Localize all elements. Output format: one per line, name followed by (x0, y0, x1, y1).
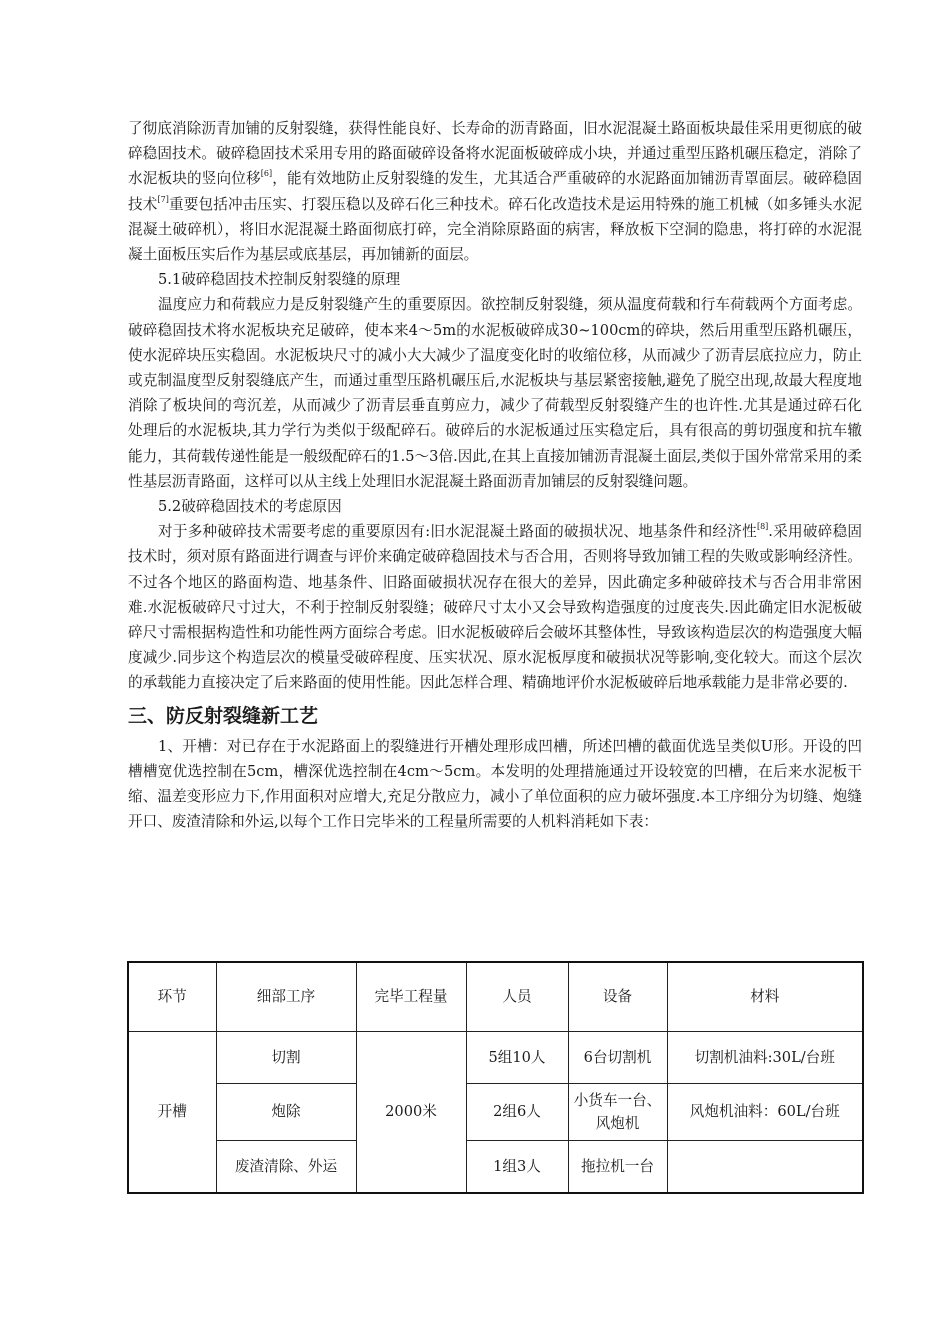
process-cell: 炮除 (216, 1083, 356, 1140)
text: 对于多种破碎技术需要考虑的重要原因有:旧水泥混凝土路面的破损状况、地基条件和经济性 (158, 523, 757, 541)
text: 重要包括冲击压实、打裂压稳以及碎石化三种技术。碎石化改造技术是运用特殊的施工机械（如多锤头水泥混凝土破碎机），将旧水泥混凝土路面彻底打碎，完全消除原路面的病害，释放板下空洞的隐患，将打碎的水泥混凝土面板压实后作为基层或底基层，再加铺新的面层。 (128, 195, 862, 264)
staff-cell: 1组3人 (466, 1140, 568, 1193)
material-cell: 切割机油料:30L/台班 (667, 1031, 863, 1083)
table-row (128, 1031, 863, 1083)
material-cell (667, 1140, 863, 1193)
header-cell: 完毕工程量 (356, 962, 466, 1031)
equipment-cell: 6台切割机 (568, 1031, 667, 1083)
step-1-text: 1、开槽：对已存在于水泥路面上的裂缝进行开槽处理形成凹槽，所述凹槽的截面优选呈类似U形。开设的凹槽槽宽优选控制在5cm，槽深优选控制在4cm～5cm。本发明的处理措施通过开设较宽的凹槽，在后来水泥板干缩、温差变形应力下,作用面积对应增大,充足分散应力，减小了单位面积的应力破坏强度.本工序细分为切缝、炮缝开口、废渣清除和外运,以每个工作日完毕米的工程量所需要的人机料消耗如下表： (128, 737, 862, 831)
resource-table (127, 961, 864, 1194)
text: .采用破碎稳固技术时，须对原有路面进行调查与评价来确定破碎稳固技术与否合用，否则将导致加铺工程的失败或影响经济性。不过各个地区的路面构造、地基条件、旧路面破损状况存在很大的差异，因此确定多种破碎技术与否合用非常困难.水泥板破碎尺寸过大，不利于控制反射裂缝；破碎尺寸太小又会导致构造强度的过度丧失.因此确定旧水泥板破碎尺寸需根据构造性和功能性两方面综合考虑。旧水泥板破碎后会破坏其整体性，导致该构造层次的构造强度大幅度减少.同步这个构造层次的模量受破碎程度、压实状况、原水泥板厚度和破损状况等影响,变化较大。而这个层次的承载能力直接决定了后来路面的使用性能。因此怎样合理、精确地评价水泥板破碎后地承载能力是非常必要的. (128, 523, 863, 692)
quantity-cell: 2000米 (356, 1031, 466, 1193)
header-cell: 材料 (667, 962, 863, 1031)
section-5-2-title: 5.2破碎稳固技术的考虑原因 (158, 498, 342, 516)
document-body (128, 116, 862, 834)
section-5-1-text: 温度应力和荷载应力是反射裂缝产生的重要原因。欲控制反射裂缝，须从温度荷载和行车荷载两个方面考虑。破碎稳固技术将水泥板块充足破碎，使本来4～5m的水泥板破碎成30~100cm的碎块，然后用重型压路机碾压，使水泥碎块压实稳固。水泥板块尺寸的减小大大减少了温度变化时的收缩位移，从而减少了沥青层底拉应力，防止或克制温度型反射裂缝底产生，而通过重型压路机碾压后,水泥板块与基层紧密接触,避免了脱空出现,故最大程度地消除了板块间的弯沉差，从而减少了沥青层垂直剪应力，减少了荷载型反射裂缝产生的也许性.尤其是通过碎石化处理后的水泥板块,其力学行为类似于级配碎石。破碎后的水泥板通过压实稳定后，具有很高的剪切强度和抗车辙能力，其荷载传递性能是一般级配碎石的1.5～3倍.因此,在其上直接加铺沥青混凝土面层,类似于国外常常采用的柔性基层沥青路面，这样可以从主线上处理旧水泥混凝土路面沥青加铺层的反射裂缝问题。 (128, 296, 862, 490)
equipment-cell: 小货车一台、风炮机 (568, 1083, 667, 1140)
staff-cell: 2组6人 (466, 1083, 568, 1140)
process-cell: 切割 (216, 1031, 356, 1083)
text: ，能有效地防止反射裂缝的发生，尤其适合严重破碎的水泥路面加铺沥青罩面层。破碎稳固技术 (128, 170, 862, 213)
paragraph-intro (128, 116, 862, 267)
header-cell: 人员 (466, 962, 568, 1031)
header-cell: 设备 (568, 962, 667, 1031)
table-header-row (128, 962, 863, 1031)
table-row (128, 1083, 863, 1140)
section-5-2-text (128, 519, 862, 695)
staff-cell: 5组10人 (466, 1031, 568, 1083)
citation: [8] (756, 522, 769, 532)
equipment-cell: 拖拉机一台 (568, 1140, 667, 1193)
stage-cell: 开槽 (128, 1031, 216, 1193)
section-3-heading: 三、防反射裂缝新工艺 (128, 704, 319, 727)
citation: [6] (260, 169, 273, 179)
table-row (128, 1140, 863, 1193)
process-cell: 废渣清除、外运 (216, 1140, 356, 1193)
text: 了彻底消除沥青加铺的反射裂缝，获得性能良好、长寿命的沥青路面，旧水泥混凝土路面板块最佳采用更彻底的破碎稳固技术。破碎稳固技术采用专用的路面破碎设备将水泥面板破碎成小块，并通过重型压路机碾压稳定，消除了水泥板块的竖向位移 (128, 120, 862, 188)
header-cell: 环节 (128, 962, 216, 1031)
material-cell: 风炮机油料：60L/台班 (667, 1083, 863, 1140)
section-5-1-title: 5.1破碎稳固技术控制反射裂缝的原理 (158, 271, 401, 289)
citation: [7] (157, 194, 169, 204)
header-cell: 细部工序 (216, 962, 356, 1031)
